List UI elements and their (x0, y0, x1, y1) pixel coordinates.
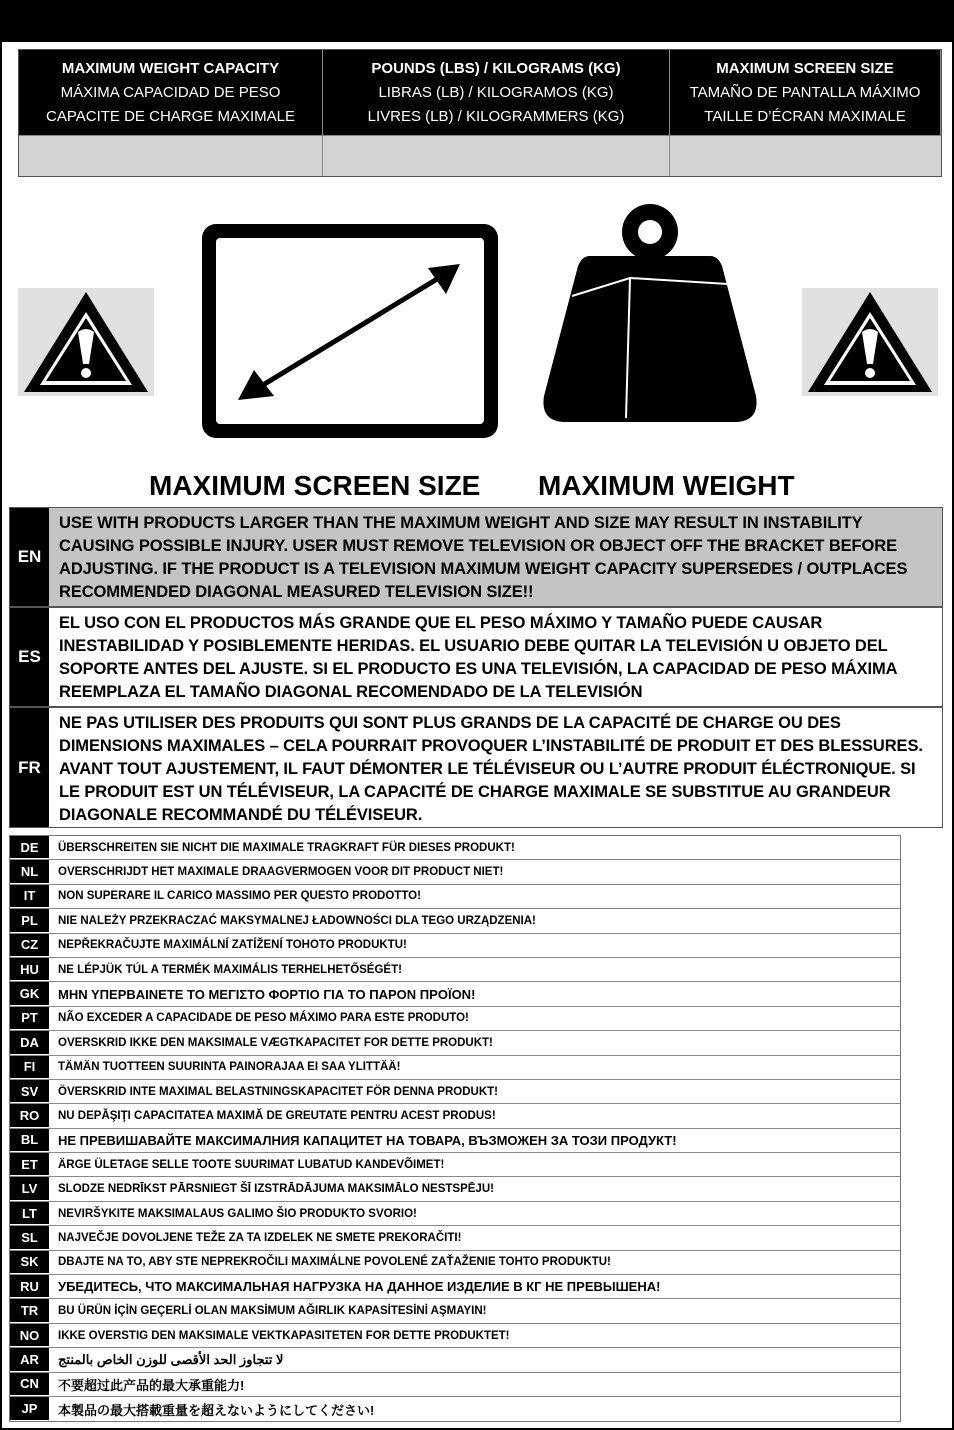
list-item (10, 836, 900, 860)
list-item (10, 958, 900, 982)
header-weight-capacity (19, 50, 323, 135)
lang-code: NL (10, 860, 49, 883)
lang-code: CN (10, 1373, 49, 1396)
list-item (10, 1275, 900, 1299)
list-item (10, 885, 900, 909)
list-item (10, 1373, 900, 1397)
warning-text: EL USO CON EL PRODUCTOS MÁS GRANDE QUE EL PESO MÁXIMO Y TAMAÑO PUEDE CAUSAR INESTABILIDAD Y POSIBLEMENTE HERIDAS. EL USUARIO DEBE QUITAR LA TELEVISIÓN U OBJETO DEL SOPORTE ANTES DEL AJUSTE. SI EL PRODUCTO ES UNA TELEVISIÓN, LA CAPACIDAD DE PESO MÁXIMA REEMPLAZA EL TAMAÑO DIAGONAL RECOMENDADO DE LA TELEVISIÓN (59, 614, 897, 701)
lang-code: DE (10, 836, 49, 859)
list-item (10, 1007, 900, 1031)
lang-code: FR (10, 708, 49, 827)
lang-code: GK (10, 982, 49, 1005)
lang-code: BL (10, 1129, 49, 1152)
list-item (10, 982, 900, 1006)
lang-code: PT (10, 1007, 49, 1030)
lang-code: ES (10, 608, 49, 706)
warning-text: DBAJTE NA TO, ABY STE NEPREKROČILI MAXIMÁLNE POVOLENÉ ZAŤAŽENIE TOHTO PRODUKTU! (58, 1256, 611, 1269)
lang-code: LV (10, 1177, 49, 1200)
lang-code: DA (10, 1031, 49, 1054)
list-item (10, 1031, 900, 1055)
warning-text: SLODZE NEDRĪKST PĀRSNIEGT ŠĪ IZSTRĀDĀJUMA MAKSIMĀLO NESTSPĒJU! (58, 1183, 494, 1196)
list-item (10, 1153, 900, 1177)
list-item (10, 1104, 900, 1128)
header-fr: TAILLE D’ÉCRAN MAXIMALE (704, 108, 906, 125)
warning-text: НЕ ПРЕВИШАВАЙТЕ МАКСИМАЛНИЯ КАПАЦИТЕТ НА ТОВАРА, ВЪЗМОЖЕН ЗА ТОЗИ ПРОДУКТ! (58, 1132, 677, 1148)
caption-weight: MAXIMUM WEIGHT (538, 470, 795, 501)
warning-text: ÜBERSCHREITEN SIE NICHT DIE MAXIMALE TRAGKRAFT FÜR DIESES PRODUKT! (58, 841, 515, 854)
warning-text: USE WITH PRODUCTS LARGER THAN THE MAXIMUM WEIGHT AND SIZE MAY RESULT IN INSTABILITY CAUSING POSSIBLE INJURY. USER MUST REMOVE TELEVISION OR OBJECT OFF THE BRACKET BEFORE ADJUSTING. IF THE PRODUCT IS A TELEVISION MAXIMUM WEIGHT CAPACITY SUPERSEDES / OUTPLACES RECOMMENDED DIAGONAL MEASURED TELEVISION SIZE!! (49, 508, 942, 606)
list-item (10, 1251, 900, 1275)
header-title: MAXIMUM WEIGHT CAPACITY (61, 60, 280, 77)
list-item (10, 1348, 900, 1372)
list-item (10, 1299, 900, 1323)
lang-code: RO (10, 1104, 49, 1127)
warning-text: OVERSKRID IKKE DEN MAKSIMALE VÆGTKAPACITET FOR DETTE PRODUKT! (58, 1036, 493, 1049)
header-screen-size (670, 50, 941, 135)
weight-icon (538, 200, 762, 440)
value-units (323, 135, 670, 176)
list-item (10, 1177, 900, 1201)
value-weight-capacity (19, 135, 323, 176)
warning-text: OVERSCHRIJDT HET MAXIMALE DRAAGVERMOGEN VOOR DIT PRODUCT NIET! (58, 866, 504, 879)
warning-text: NON SUPERARE IL CARICO MASSIMO PER QUESTO PRODOTTO! (58, 890, 421, 903)
warning-triangle-icon (802, 288, 938, 396)
header-es: LIBRAS (LB) / KILOGRAMOS (KG) (378, 84, 614, 101)
warning-text: NEPŘEKRAČUJTE MAXIMÁLNÍ ZATÍŽENÍ TOHOTO PRODUKTU! (58, 939, 407, 952)
warning-text: NEVIRŠYKITE MAKSIMALAUS GALIMO ŠIO PRODUKTO SVORIO! (58, 1207, 417, 1220)
lang-code: LT (10, 1202, 49, 1225)
warning-text: NÃO EXCEDER A CAPACIDADE DE PESO MÁXIMO PARA ESTE PRODUTO! (58, 1012, 469, 1025)
lang-code: ET (10, 1153, 49, 1176)
header-title: POUNDS (LBS) / KILOGRAMS (KG) (371, 60, 621, 77)
warning-text: NE PAS UTILISER DES PRODUITS QUI SONT PLUS GRANDS DE LA CAPACITÉ DE CHARGE OU DES DIMENSIONS MAXIMALES – CELA POURRAIT PROVOQUER L’INSTABILITÉ DE PRODUIT ET DES BLESSURES. AVANT TOUT AJUSTEMENT, IL FAUT DÉMONTER LE TÉLÉVISEUR OU L’AUTRE PRODUIT ÉLÉCTRONIQUE. SI LE PRODUIT EST UN TÉLÉVISEUR, LA CAPACITÉ DE CHARGE MAXIMALE SE SUBSTITUE AU GRANDEUR DIAGONALE RECOMMANDÉ DU TÉLÉVISEUR. (59, 714, 923, 824)
list-item (10, 1056, 900, 1080)
lang-code: SV (10, 1080, 49, 1103)
lang-code: HU (10, 958, 49, 981)
lang-code: NO (10, 1324, 49, 1347)
warning-fr (9, 707, 943, 828)
warning-text: NAJVEČJE DOVOLJENE TEŽE ZA TA IZDELEK NE SMETE PREKORAČITI! (58, 1231, 462, 1244)
warning-text: BU ÜRÜN İÇİN GEÇERLİ OLAN MAKSİMUM AĞIRLIK KAPASİTESİNİ AŞMAYIN! (58, 1305, 487, 1318)
list-item (10, 1080, 900, 1104)
warning-text: NE LÉPJÜK TÚL A TERMÉK MAXIMÁLIS TERHELHETŐSÉGÉT! (58, 963, 402, 976)
lang-code: EN (10, 508, 49, 606)
header-fr: LIVRES (LB) / KILOGRAMMERS (KG) (367, 108, 625, 125)
header-fr: CAPACITE DE CHARGE MAXIMALE (46, 108, 295, 125)
list-item (10, 860, 900, 884)
list-item (10, 1129, 900, 1153)
warning-text: УБЕДИТЕСЬ, ЧТО МАКСИМАЛЬНАЯ НАГРУЗКА НА ДАННОЕ ИЗДЕЛИЕ В КГ НЕ ПРЕВЫШЕНА! (58, 1279, 661, 1295)
icon-captions (0, 466, 954, 506)
lang-code: TR (10, 1299, 49, 1322)
lang-code: RU (10, 1275, 49, 1298)
header-units (323, 50, 670, 135)
list-item (10, 934, 900, 958)
list-item (10, 1397, 900, 1421)
warning-text: ΜΗΝ ΥΠΕΡΒΑΙΝΕΤΕ ΤΟ ΜΕΓΙΣΤΟ ΦΟΡΤΙΟ ΓΙΑ ΤΟ ΠΑΡΟΝ ΠΡΟΪΟΝ! (58, 986, 476, 1002)
short-warning-list (9, 835, 901, 1422)
warning-text: ÄRGE ÜLETAGE SELLE TOOTE SUURIMAT LUBATUD KANDEVÕIMET! (58, 1158, 445, 1171)
list-item (10, 1202, 900, 1226)
header-title: MAXIMUM SCREEN SIZE (716, 60, 894, 77)
lang-code: FI (10, 1056, 49, 1079)
list-item (10, 909, 900, 933)
warning-text: IKKE OVERSTIG DEN MAKSIMALE VEKTKAPASITETEN FOR DETTE PRODUKTET! (58, 1329, 510, 1342)
warning-en (9, 507, 943, 607)
screen-diagonal-icon (198, 220, 502, 442)
list-item (10, 1226, 900, 1250)
warning-text: NU DEPĂŞIŢI CAPACITATEA MAXIMĂ DE GREUTATE PENTRU ACEST PRODUS! (58, 1109, 496, 1122)
warning-text: TÄMÄN TUOTTEEN SUURINTA PAINORAJAA EI SAA YLITTÄÄ! (58, 1061, 401, 1074)
lang-code: CZ (10, 934, 49, 957)
warning-text: NIE NALEŻY PRZEKRACZAĆ MAKSYMALNEJ ŁADOWNOŚCI DLA TEGO URZĄDZENIA! (58, 914, 536, 927)
lang-code: PL (10, 909, 49, 932)
lang-code: AR (10, 1348, 49, 1371)
warning-es (9, 607, 943, 707)
header-es: MÁXIMA CAPACIDAD DE PESO (60, 84, 281, 101)
header-es: TAMAÑO DE PANTALLA MÁXIMO (689, 84, 921, 101)
list-item (10, 1324, 900, 1348)
lang-code: JP (10, 1397, 49, 1421)
caption-screen-size: MAXIMUM SCREEN SIZE (149, 470, 481, 501)
warning-text: ÖVERSKRID INTE MAXIMAL BELASTNINGSKAPACITET FÖR DENNA PRODUKT! (58, 1085, 498, 1098)
value-screen-size (670, 135, 941, 176)
warning-text: 不要超过此产品的最大承重能力! (58, 1377, 245, 1393)
lang-code: IT (10, 885, 49, 908)
warning-text: لا تتجاوز الحد الأقصى للوزن الخاص بالمنتج (58, 1351, 284, 1367)
capacity-table (18, 49, 942, 177)
lang-code: SL (10, 1226, 49, 1249)
warning-text: 本製品の最大搭載重量を超えないようにしてください! (58, 1402, 375, 1418)
lang-code: SK (10, 1251, 49, 1274)
top-bar (0, 0, 954, 42)
warning-triangle-icon (18, 288, 154, 396)
